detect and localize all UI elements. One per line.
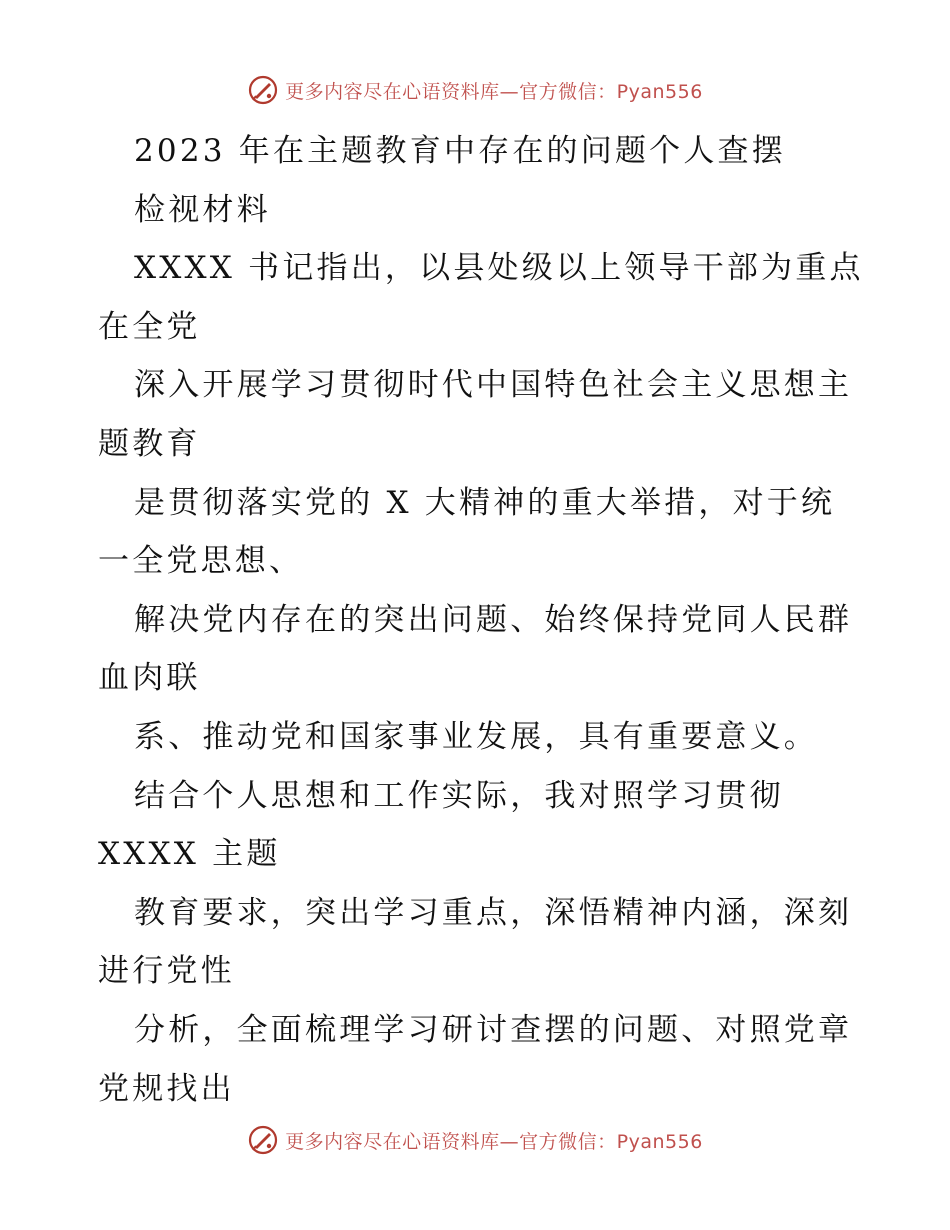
- watermark-text: 更多内容尽在心语资料库—官方微信：Pyan556: [285, 1130, 703, 1153]
- document-line: 进行党性: [98, 953, 235, 990]
- document-line: 一全党思想、: [98, 543, 304, 580]
- footer-watermark: [0, 1120, 950, 1160]
- document-line: 是贯彻落实党的 X 大精神的重大举措，对于统: [134, 484, 836, 521]
- document-line: 解决党内存在的突出问题、始终保持党同人民群: [134, 601, 853, 638]
- document-line: XXXX 书记指出，以县处级以上领导干部为重点: [134, 250, 864, 287]
- watermark-text: 更多内容尽在心语资料库—官方微信：Pyan556: [285, 80, 703, 103]
- document-line: 在全党: [98, 308, 201, 345]
- document-line: 党规找出: [98, 1070, 235, 1107]
- document-line: 分析，全面梳理学习研讨查摆的问题、对照党章: [134, 1011, 853, 1048]
- document-line: 教育要求，突出学习重点，深悟精神内涵，深刻: [134, 894, 853, 931]
- document-line: 深入开展学习贯彻时代中国特色社会主义思想主: [134, 367, 853, 404]
- quill-logo-icon: [247, 1124, 279, 1156]
- document-line: 系、推动党和国家事业发展，具有重要意义。: [134, 718, 818, 755]
- document-line: XXXX 主题: [98, 836, 281, 873]
- document-line: 结合个人思想和工作实际，我对照学习贯彻: [134, 777, 784, 814]
- document-line: 2023 年在主题教育中存在的问题个人查摆: [134, 133, 786, 169]
- document-line: 题教育: [98, 425, 201, 462]
- quill-logo-icon: [247, 74, 279, 106]
- header-watermark: [0, 70, 950, 110]
- document-line: 血肉联: [98, 660, 201, 697]
- document-body: [98, 122, 864, 1118]
- document-line: 检视材料: [134, 191, 271, 228]
